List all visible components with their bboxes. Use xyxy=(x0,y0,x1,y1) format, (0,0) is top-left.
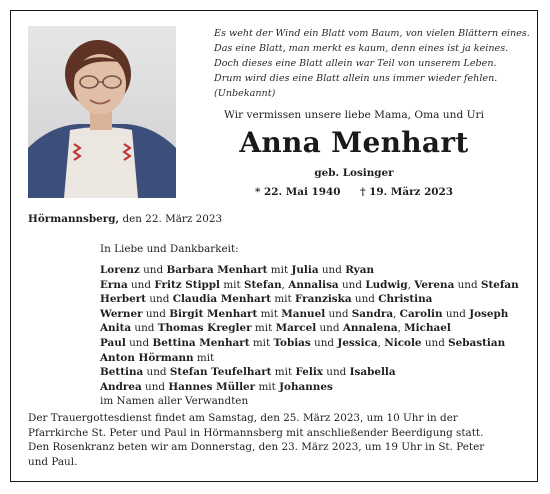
connector-text: und xyxy=(139,264,167,276)
connector-text: mit xyxy=(193,351,215,364)
connector-text: , xyxy=(281,278,289,291)
place: Hörmannsberg, xyxy=(28,213,120,225)
connector-text: und xyxy=(316,322,343,335)
birth-date: * 22. Mai 1940 xyxy=(255,186,341,198)
mourner-name: Paul xyxy=(100,336,126,349)
connector-text: , xyxy=(397,322,405,335)
connector-text: mit xyxy=(257,307,282,320)
deceased-name: Anna Menhart xyxy=(239,126,469,159)
mourner-name: Andrea xyxy=(100,380,142,393)
connector-text: mit xyxy=(251,322,276,335)
mourner-name: Carolin xyxy=(399,307,443,320)
mourner-row xyxy=(100,321,519,336)
mourner-name: Stefan Teufelhart xyxy=(169,366,272,379)
death-date: † 19. März 2023 xyxy=(360,186,453,198)
mourner-row xyxy=(100,336,519,351)
mourner-name: Marcel xyxy=(275,322,317,335)
mourner-name: Birgit Menhart xyxy=(169,307,258,320)
mourner-name: Anita xyxy=(100,322,132,335)
mourner-row xyxy=(100,307,519,322)
connector-text: und xyxy=(454,278,481,291)
mourner-row xyxy=(100,278,519,293)
connector-text: und xyxy=(325,307,352,320)
date: den 22. März 2023 xyxy=(119,213,223,225)
mourner-row xyxy=(100,394,519,409)
mourner-name: Christina xyxy=(378,293,433,306)
mourner-name: Jessica xyxy=(337,336,378,349)
mourner-name: Stefan xyxy=(243,278,282,291)
mourner-name: Thomas Kregler xyxy=(157,322,252,335)
mourner-name: Claudia Menhart xyxy=(172,293,272,306)
connector-text: mit xyxy=(271,293,295,306)
mourner-name: Ryan xyxy=(345,264,374,276)
mourner-row xyxy=(100,380,519,395)
service-line: Der Trauergottesdienst findet am Samstag, den 25. März 2023, um 10 Uhr in der xyxy=(28,412,458,424)
connector-text: und xyxy=(442,307,470,320)
connector-text: und xyxy=(146,293,173,306)
mourner-name: Lorenz xyxy=(100,264,140,276)
mourner-row xyxy=(100,365,519,380)
service-line: Pfarrkirche St. Peter und Paul in Hörmannsberg mit anschließender Beerdigung statt. xyxy=(28,426,484,439)
service-line: Den Rosenkranz beten wir am Donnerstag, den 23. März 2023, um 19 Uhr in St. Peter xyxy=(28,441,485,454)
poem-line: Drum wird dies eine Blatt allein uns immer wieder fehlen. xyxy=(214,73,498,84)
mourner-name: Fritz Stippl xyxy=(154,278,221,291)
mourner-name: Franziska xyxy=(294,293,352,306)
connector-text: und xyxy=(322,366,350,379)
poem-line: Doch dieses eine Blatt allein war Teil von unserem Leben. xyxy=(214,58,497,69)
mourners-list xyxy=(100,263,519,409)
mourner-name: Verena xyxy=(414,278,455,291)
service-info xyxy=(28,411,528,469)
portrait-photo xyxy=(28,26,176,198)
mourner-name: Felix xyxy=(295,366,323,379)
connector-text: mit xyxy=(249,336,274,349)
mourner-name: Johannes xyxy=(279,380,333,393)
mourner-name: Ludwig xyxy=(365,278,408,291)
mourner-name: Sebastian xyxy=(448,336,506,349)
mourner-name: Isabella xyxy=(349,366,396,379)
intro-line: Wir vermissen unsere liebe Mama, Oma und Uri xyxy=(224,109,484,121)
mourner-name: Bettina xyxy=(100,366,144,379)
mourner-name: Bettina Menhart xyxy=(152,336,250,349)
mourner-name: Erna xyxy=(100,278,128,291)
connector-text: mit xyxy=(267,264,292,276)
mourner-name: Herbert xyxy=(100,293,147,306)
mourner-name: Michael xyxy=(404,322,451,335)
mourner-name: Annalena xyxy=(342,322,398,335)
mourner-name: Anton Hörmann xyxy=(100,351,194,364)
connector-text: , xyxy=(393,307,400,320)
connector-text: im Namen aller Verwandten xyxy=(100,395,249,408)
connector-text: und xyxy=(143,366,170,379)
mourner-name: Stefan xyxy=(480,278,519,291)
maiden-name: geb. Losinger xyxy=(314,167,394,179)
mourner-name: Annalisa xyxy=(288,278,339,291)
life-dates xyxy=(194,186,514,198)
mourner-row xyxy=(100,292,519,307)
mourner-name: Hannes Müller xyxy=(168,380,256,393)
connector-text: und xyxy=(127,278,155,291)
connector-text: und xyxy=(351,293,379,306)
connector-text: und xyxy=(318,264,346,276)
connector-text: und xyxy=(142,307,170,320)
connector-text: und xyxy=(421,336,449,349)
connector-text: , xyxy=(377,336,385,349)
service-line: und Paul. xyxy=(28,455,78,468)
connector-text: mit xyxy=(220,278,244,291)
thanks-line: In Liebe und Dankbarkeit: xyxy=(100,243,239,255)
mourner-name: Werner xyxy=(100,307,143,320)
connector-text: mit xyxy=(271,366,296,379)
mourner-name: Sandra xyxy=(351,307,394,320)
connector-text: und xyxy=(141,380,169,393)
connector-text: mit xyxy=(255,380,280,393)
mourner-name: Manuel xyxy=(281,307,326,320)
connector-text: und xyxy=(131,322,158,335)
connector-text: und xyxy=(310,336,338,349)
mourner-row xyxy=(100,263,519,278)
poem-line: Es weht der Wind ein Blatt vom Baum, von vielen Blättern eines. xyxy=(214,28,530,39)
poem-author: (Unbekannt) xyxy=(214,88,276,99)
mourner-name: Tobias xyxy=(273,336,311,349)
mourner-name: Nicole xyxy=(384,336,422,349)
connector-text: und xyxy=(338,278,366,291)
place-date xyxy=(28,213,222,225)
connector-text: , xyxy=(407,278,415,291)
poem xyxy=(214,26,534,101)
poem-line: Das eine Blatt, man merkt es kaum, denn eines ist ja keines. xyxy=(214,43,509,54)
connector-text: und xyxy=(125,336,153,349)
mourner-name: Joseph xyxy=(469,307,509,320)
mourner-row xyxy=(100,351,519,366)
mourner-name: Barbara Menhart xyxy=(166,264,268,276)
mourner-name: Julia xyxy=(291,264,319,276)
